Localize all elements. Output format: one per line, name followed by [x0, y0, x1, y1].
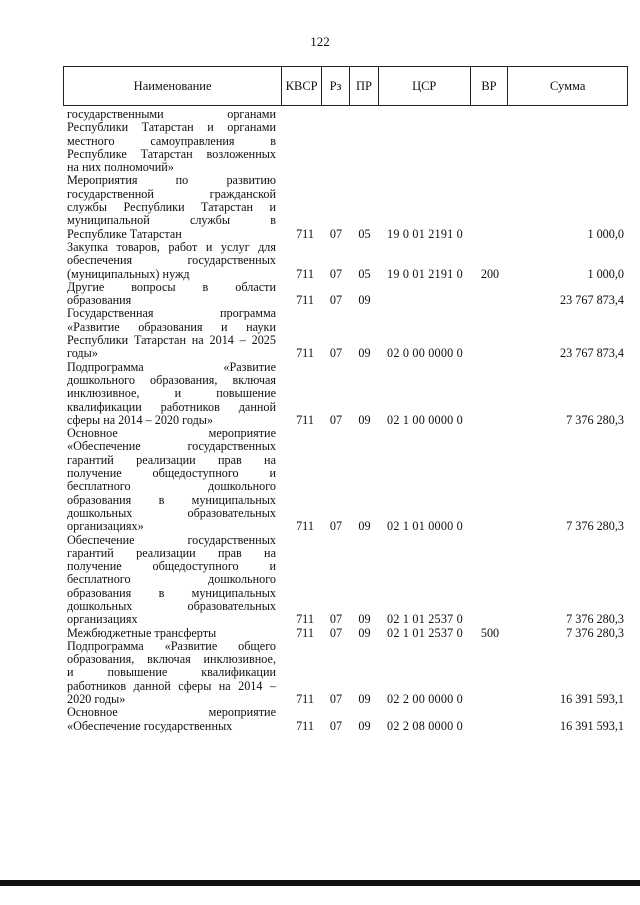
row-name-line: образования в муниципальных — [67, 585, 276, 600]
table-row — [63, 361, 628, 427]
row-name-line: «Развитие образования и науки — [67, 319, 276, 334]
row-rz: 07 — [329, 625, 343, 640]
row-name-line: Республике Татарстан возложенных — [67, 146, 276, 161]
row-name-line: Республики Татарстан на 2014 – 2025 — [67, 333, 276, 348]
row-kvsr: 711 — [296, 226, 314, 241]
row-name — [63, 427, 282, 533]
header-vr: ВР — [471, 67, 509, 105]
row-csr: 02 1 00 0000 0 — [387, 412, 463, 427]
row-sum: 16 391 593,1 — [560, 692, 624, 707]
table-row — [63, 174, 628, 240]
row-rz: 07 — [329, 412, 343, 427]
row-name-line: бесплатного дошкольного — [67, 479, 276, 494]
row-pr: 09 — [358, 625, 371, 640]
row-pr: 09 — [358, 412, 371, 427]
row-pr: 05 — [358, 226, 371, 241]
row-csr: 02 1 01 2537 0 — [387, 625, 463, 640]
row-name-line: образования — [67, 293, 132, 308]
row-sum: 7 376 280,3 — [566, 519, 624, 534]
row-name-line: 2020 годы» — [67, 692, 126, 707]
row-name-line: государственной гражданской — [67, 186, 276, 201]
header-rz: Рз — [322, 67, 350, 105]
row-sum: 7 376 280,3 — [566, 625, 624, 640]
row-kvsr: 711 — [296, 625, 314, 640]
row-name-line: Основное мероприятие — [67, 426, 276, 441]
row-name-line: гарантий реализации прав на — [67, 545, 276, 560]
row-name-line: Подпрограмма «Развитие — [67, 359, 276, 374]
row-name — [63, 281, 282, 308]
row-sum: 16 391 593,1 — [560, 718, 624, 733]
row-name-line: бесплатного дошкольного — [67, 572, 276, 587]
row-name — [63, 534, 282, 627]
row-name-line: сферы на 2014 – 2020 годы» — [67, 412, 214, 427]
row-vr: 500 — [480, 625, 500, 640]
table-header — [63, 66, 628, 106]
row-kvsr: 711 — [296, 412, 314, 427]
row-name-line: Республики Татарстан и органами — [67, 120, 276, 135]
row-sum: 23 767 873,4 — [560, 346, 624, 361]
row-sum: 7 376 280,3 — [566, 412, 624, 427]
row-name-line: гарантий реализации прав на — [67, 452, 276, 467]
row-name-line: образования, включая инклюзивное, — [67, 652, 276, 667]
row-name — [63, 307, 282, 360]
row-name-line: местного самоуправления в — [67, 133, 276, 148]
row-name-line: муниципальной службы в — [67, 213, 276, 228]
row-name-line: получение общедоступного и — [67, 466, 276, 481]
row-name-line: инклюзивное, и повышение — [67, 386, 276, 401]
row-name-line: Основное мероприятие — [67, 705, 276, 720]
row-csr: 02 1 01 0000 0 — [387, 519, 463, 534]
row-name-line: и повышение квалификации — [67, 665, 276, 680]
row-name-line: дошкольных образовательных — [67, 598, 276, 613]
row-name-line: дошкольных образовательных — [67, 505, 276, 520]
row-name — [63, 174, 282, 240]
row-name — [63, 706, 282, 733]
table-row — [63, 534, 628, 627]
row-pr: 09 — [358, 692, 371, 707]
header-csr: ЦСР — [379, 67, 471, 105]
row-sum: 1 000,0 — [587, 266, 624, 281]
row-name — [63, 241, 282, 281]
row-rz: 07 — [329, 692, 343, 707]
page-bottom-border — [0, 880, 640, 886]
row-rz: 07 — [329, 519, 343, 534]
row-pr: 09 — [358, 346, 371, 361]
row-name — [63, 361, 282, 427]
row-name-line: работников данной сферы на 2014 – — [67, 678, 276, 693]
row-csr: 02 1 01 2537 0 — [387, 612, 463, 627]
row-kvsr: 711 — [296, 266, 314, 281]
header-sum: Сумма — [550, 78, 586, 93]
row-kvsr: 711 — [296, 718, 314, 733]
row-csr: 02 2 08 0000 0 — [387, 718, 463, 733]
row-rz: 07 — [329, 226, 343, 241]
row-name-line: государственными органами — [67, 107, 276, 121]
table-row — [63, 108, 628, 174]
row-pr: 09 — [358, 519, 371, 534]
budget-table — [63, 66, 628, 836]
row-name-line: Государственная программа — [67, 306, 276, 321]
header-kvsr: КВСР — [282, 67, 322, 105]
table-body — [63, 108, 628, 733]
row-rz: 07 — [329, 718, 343, 733]
row-sum: 1 000,0 — [587, 226, 624, 241]
table-row — [63, 241, 628, 281]
row-csr: 19 0 01 2191 0 — [387, 226, 463, 241]
row-name-line: Межбюджетные трансферты — [67, 625, 217, 640]
row-name-line: организациях» — [67, 519, 144, 534]
row-sum: 23 767 873,4 — [560, 293, 624, 308]
row-name — [63, 640, 282, 706]
table-row — [63, 640, 628, 706]
row-name-line: «Обеспечение государственных — [67, 718, 233, 733]
row-kvsr: 711 — [296, 519, 314, 534]
row-name-line: службы Республики Татарстан и — [67, 200, 276, 215]
row-rz: 07 — [329, 293, 343, 308]
row-name-line: годы» — [67, 346, 98, 361]
row-name-line: Мероприятия по развитию — [67, 173, 276, 188]
table-row — [63, 706, 628, 733]
row-rz: 07 — [329, 346, 343, 361]
row-name-line: (муниципальных) нужд — [67, 266, 190, 281]
row-name — [63, 108, 282, 174]
row-name-line: получение общедоступного и — [67, 559, 276, 574]
row-vr: 200 — [480, 266, 500, 281]
table-row — [63, 427, 628, 533]
row-pr: 09 — [358, 612, 371, 627]
row-name-line: Республике Татарстан — [67, 226, 182, 241]
row-sum: 7 376 280,3 — [566, 612, 624, 627]
row-name-line: Закупка товаров, работ и услуг для — [67, 239, 276, 254]
row-name-line: Подпрограмма «Развитие общего — [67, 638, 276, 653]
row-name-line: квалификации работников данной — [67, 399, 276, 414]
row-csr: 02 0 00 0000 0 — [387, 346, 463, 361]
row-name-line: дошкольного образования, включая — [67, 372, 276, 387]
row-name-line: на них полномочий» — [67, 160, 174, 175]
row-name-line: Обеспечение государственных — [67, 532, 276, 547]
table-row — [63, 627, 628, 640]
row-name-line: образования в муниципальных — [67, 492, 276, 507]
row-rz: 07 — [329, 266, 343, 281]
row-name-line: организациях — [67, 612, 138, 627]
row-pr: 05 — [358, 266, 371, 281]
row-csr: 02 2 00 0000 0 — [387, 692, 463, 707]
table-row — [63, 307, 628, 360]
row-name-line: Другие вопросы в области — [67, 279, 276, 294]
row-kvsr: 711 — [296, 692, 314, 707]
header-pr: ПР — [350, 67, 379, 105]
row-rz: 07 — [329, 612, 343, 627]
row-pr: 09 — [358, 293, 371, 308]
page-number: 122 — [310, 34, 330, 49]
row-csr: 19 0 01 2191 0 — [387, 266, 463, 281]
table-row — [63, 281, 628, 308]
row-kvsr: 711 — [296, 346, 314, 361]
header-name: Наименование — [64, 67, 282, 105]
row-name-line: «Обеспечение государственных — [67, 439, 276, 454]
row-name — [63, 627, 282, 640]
row-pr: 09 — [358, 718, 371, 733]
row-kvsr: 711 — [296, 293, 314, 308]
row-kvsr: 711 — [296, 612, 314, 627]
row-name-line: обеспечения государственных — [67, 253, 276, 268]
